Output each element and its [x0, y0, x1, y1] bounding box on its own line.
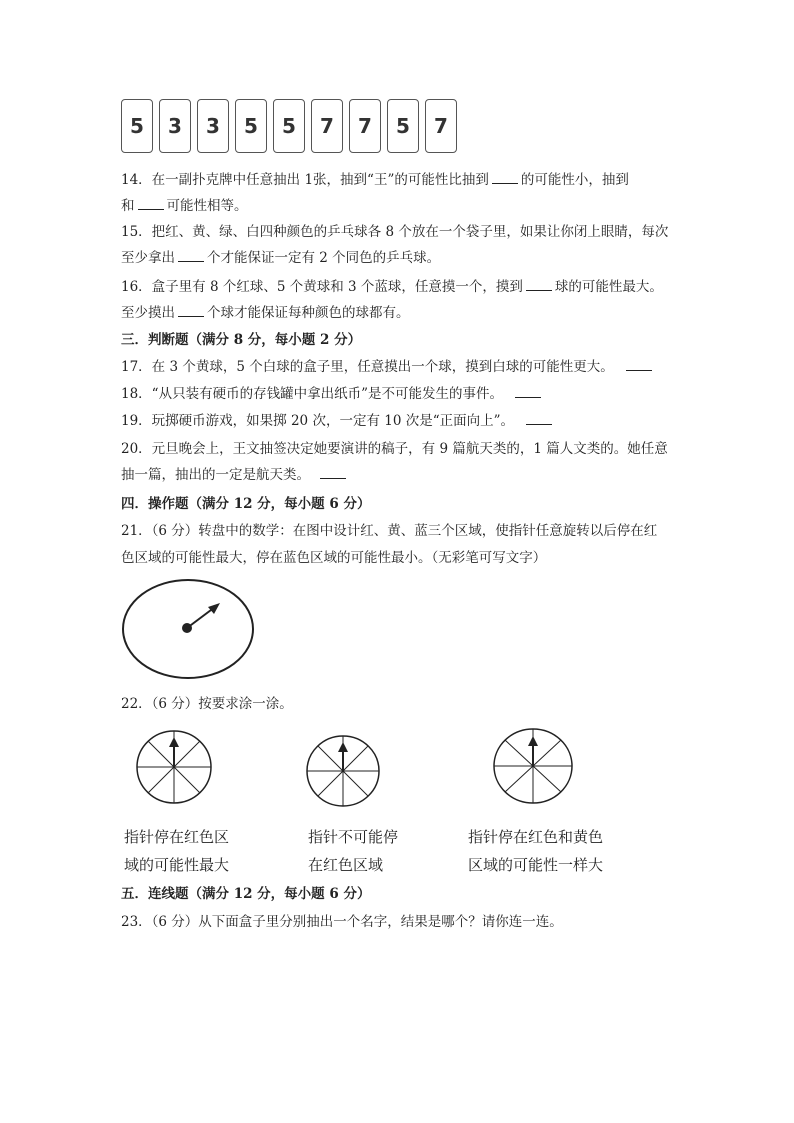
pointer-pivot [182, 623, 192, 633]
spinner-circle-2[interactable] [304, 733, 382, 809]
pointer-arrowhead [338, 742, 348, 752]
question-21-line-1: 21．（6 分）转盘中的数学：在图中设计红、黄、蓝三个区域，使指针任意旋转以后停在红 [121, 523, 658, 539]
question-text: 16．盒子里有 8 个红球、5 个黄球和 3 个蓝球，任意摸一个，摸到 [121, 279, 523, 295]
caption-line: 在红色区域 [308, 856, 384, 874]
question-19 [121, 412, 555, 430]
question-14-line-1 [121, 171, 629, 189]
question-text: 和 [121, 198, 135, 214]
answer-blank[interactable] [526, 412, 552, 425]
question-15-line-1: 15．把红、黄、绿、白四种颜色的乒乓球各 8 个放在一个袋子里，如果让你闭上眼睛，每次 [121, 224, 669, 240]
caption-line: 域的可能性最大 [124, 856, 230, 874]
question-20-line-1: 20．元旦晚会上，王文抽签决定她要演讲的稿子，有 9 篇航天类的，1 篇人文类的。她任意 [121, 441, 668, 457]
number-cards [121, 99, 457, 153]
number-card: 7 [425, 99, 457, 153]
question-text: 14．在一副扑克牌中任意抽出 1张，抽到“王”的可能性比抽到 [121, 172, 489, 188]
pointer-arrowhead [208, 603, 220, 614]
question-text: 至少摸出 [121, 305, 175, 321]
section-4-heading: 四．操作题（满分 12 分，每小题 6 分） [121, 496, 371, 512]
section-5-heading: 五．连线题（满分 12 分，每小题 6 分） [121, 886, 371, 902]
question-16-line-1 [121, 278, 663, 296]
caption-2 [308, 823, 398, 879]
question-text: 18．“从只装有硬币的存钱罐中拿出纸币”是不可能发生的事件。 [121, 386, 503, 402]
answer-blank[interactable] [492, 171, 518, 184]
spinner-oval[interactable] [120, 577, 256, 681]
question-14-line-2 [121, 197, 248, 215]
answer-blank[interactable] [178, 249, 204, 262]
question-text: 球的可能性最大。 [554, 279, 663, 295]
question-text: 个才能保证一定有 2 个同色的乒乓球。 [207, 250, 441, 266]
pointer-arrowhead [169, 737, 179, 747]
question-text: 19．玩掷硬币游戏，如果掷 20 次，一定有 10 次是“正面向上”。 [121, 413, 515, 429]
caption-line: 指针停在红色和黄色 [468, 828, 604, 846]
caption-line: 指针停在红色区 [124, 828, 230, 846]
question-text: 个球才能保证每种颜色的球都有。 [207, 305, 410, 321]
answer-blank[interactable] [138, 197, 164, 210]
answer-blank[interactable] [178, 304, 204, 317]
answer-blank[interactable] [526, 278, 552, 291]
number-card: 7 [349, 99, 381, 153]
number-card: 5 [235, 99, 267, 153]
number-card: 7 [311, 99, 343, 153]
question-text: 17．在 3 个黄球，5 个白球的盒子里，任意摸出一个球，摸到白球的可能性更大。 [121, 359, 614, 375]
question-15-line-2 [121, 249, 440, 267]
question-18 [121, 385, 544, 403]
question-20-line-2 [121, 466, 349, 484]
answer-blank[interactable] [320, 466, 346, 479]
caption-line: 指针不可能停 [308, 828, 399, 846]
question-21-line-2: 色区域的可能性最大，停在蓝色区域的可能性最小。（无彩笔可写文字） [121, 550, 547, 566]
number-card: 3 [159, 99, 191, 153]
question-16-line-2 [121, 304, 410, 322]
number-card: 3 [197, 99, 229, 153]
question-text: 可能性相等。 [166, 198, 248, 214]
question-text: 抽一篇，抽出的一定是航天类。 [121, 467, 310, 483]
number-card: 5 [273, 99, 305, 153]
answer-blank[interactable] [515, 385, 541, 398]
question-23: 23．（6 分）从下面盒子里分别抽出一个名字，结果是哪个？请你连一连。 [121, 914, 563, 930]
section-3-heading: 三．判断题（满分 8 分，每小题 2 分） [121, 332, 362, 348]
caption-line: 区域的可能性一样大 [468, 856, 604, 874]
spinner-circle-1[interactable] [134, 728, 214, 806]
spinner-circle-3[interactable] [491, 726, 575, 806]
question-17 [121, 358, 655, 376]
caption-3 [468, 823, 603, 879]
question-text: 至少拿出 [121, 250, 175, 266]
pointer-arrowhead [528, 736, 538, 746]
number-card: 5 [121, 99, 153, 153]
question-text: 的可能性小，抽到 [520, 172, 629, 188]
number-card: 5 [387, 99, 419, 153]
caption-1 [124, 823, 229, 879]
answer-blank[interactable] [626, 358, 652, 371]
question-22: 22．（6 分）按要求涂一涂。 [121, 696, 293, 712]
